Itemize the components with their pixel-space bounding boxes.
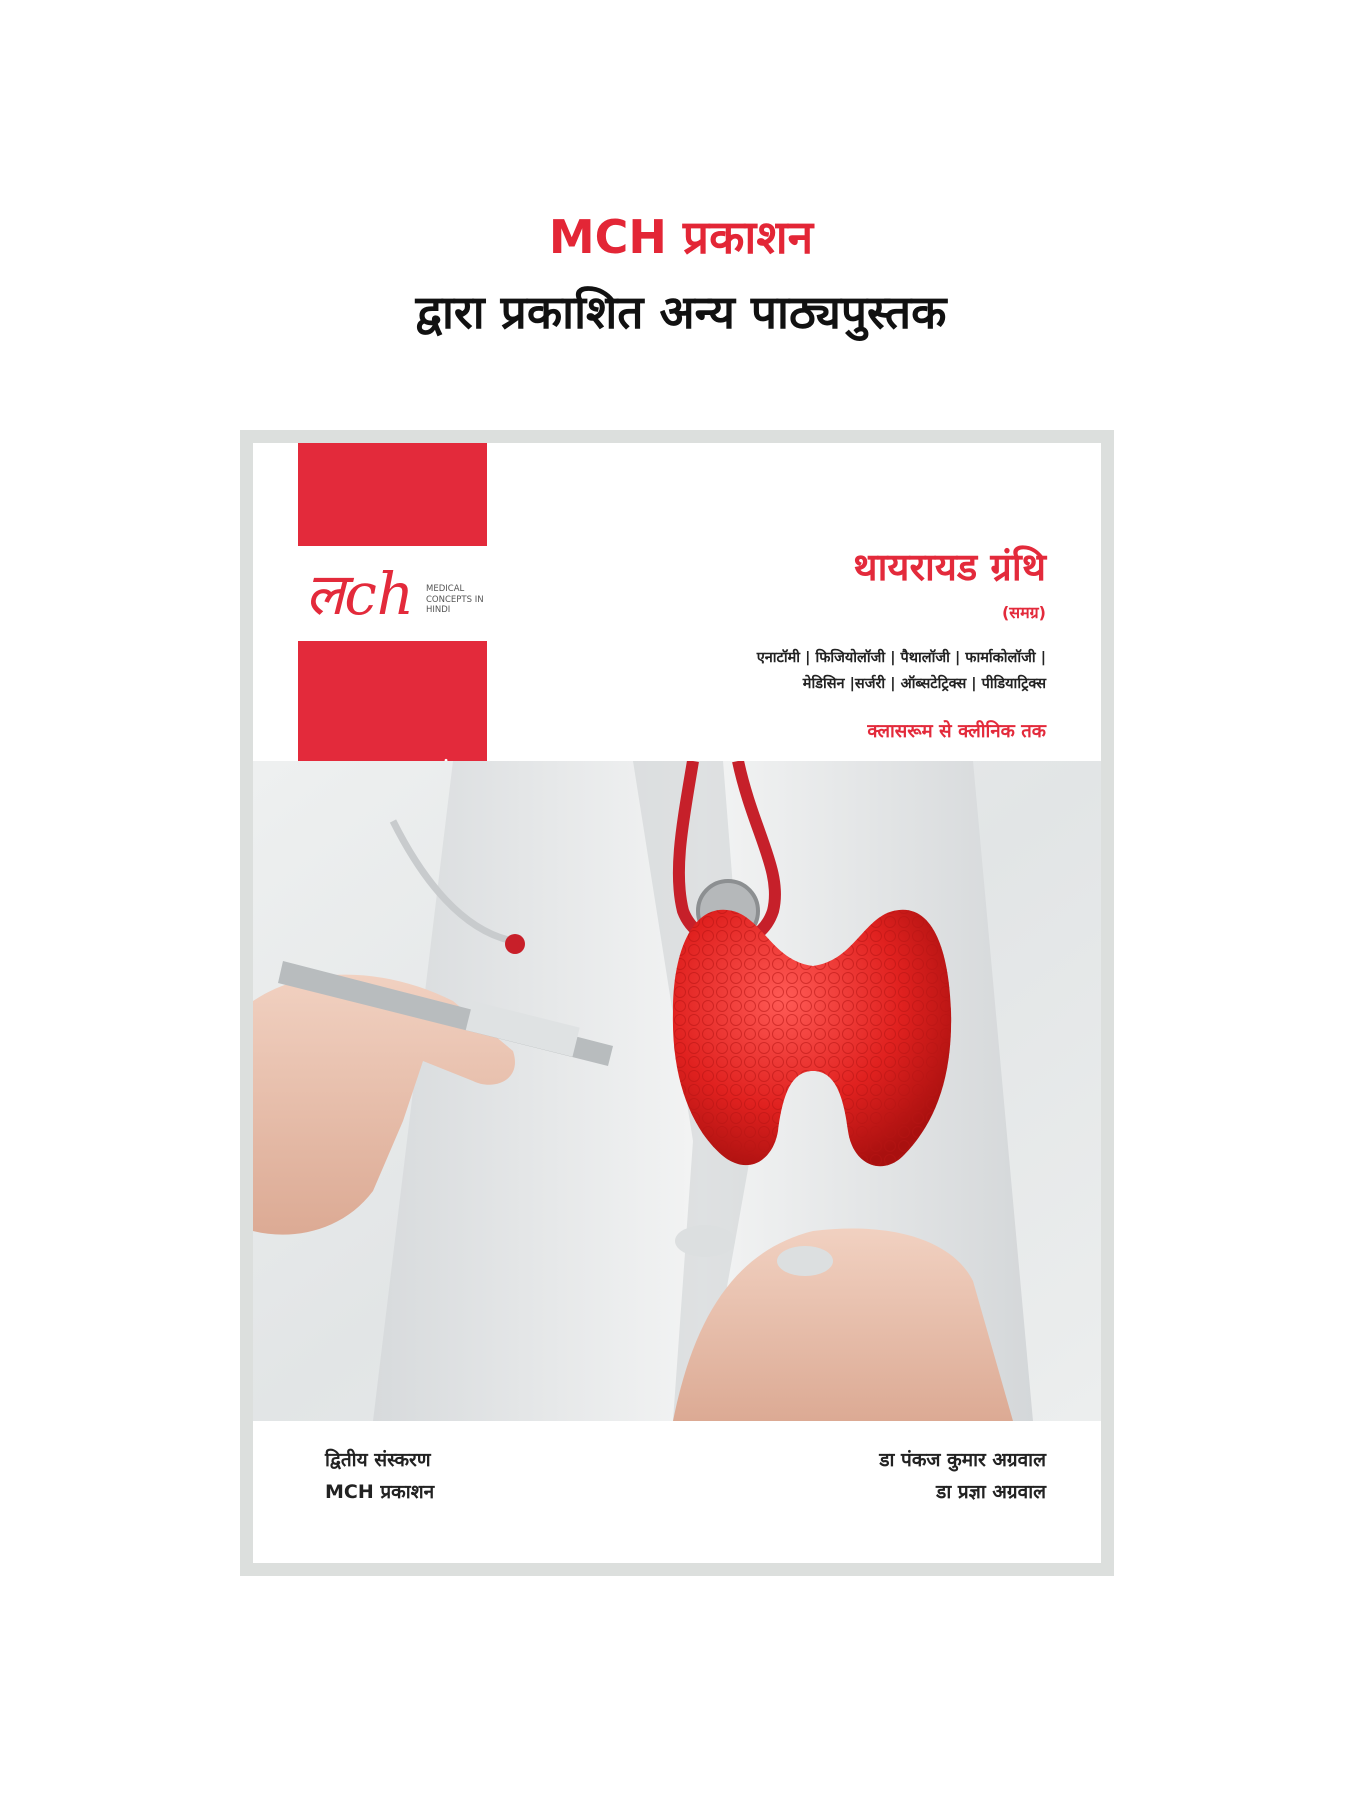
logo-subtitle: MEDICAL CONCEPTS IN HINDI — [426, 584, 484, 615]
book-tagline: क्लासरूम से क्लीनिक तक — [867, 721, 1046, 742]
fingernail — [675, 1225, 735, 1257]
subjects-line-2: मेडिसिन |सर्जरी | ऑब्सटेट्रिक्स | पीडियाट्रिक्स — [802, 676, 1046, 692]
logo-mark: लch — [305, 560, 415, 628]
book-title: थायरायड ग्रंथि — [853, 545, 1046, 589]
page-heading-publisher: MCH प्रकाशन — [548, 210, 814, 264]
author-2: डा प्रज्ञा अग्रवाल — [936, 1481, 1046, 1503]
subjects-line-1: एनाटॉमी | फिजियोलॉजी | पैथालॉजी | फार्माकोलॉजी | — [756, 650, 1046, 666]
book-cover — [253, 443, 1101, 1563]
publisher-label: MCH प्रकाशन — [325, 1481, 435, 1503]
stethoscope-tip — [505, 934, 525, 954]
author-1: डा पंकज कुमार अग्रवाल — [879, 1449, 1046, 1471]
page-heading-other-textbooks: द्वारा प्रकाशित अन्य पाठ्यपुस्तक — [415, 285, 947, 339]
cover-photo-doctor-thyroid — [253, 761, 1101, 1421]
fingernail — [777, 1246, 833, 1276]
edition-label: द्वितीय संस्करण — [325, 1449, 431, 1471]
mch-logo — [298, 546, 487, 641]
book-subtitle: (समग्र) — [1001, 603, 1046, 622]
